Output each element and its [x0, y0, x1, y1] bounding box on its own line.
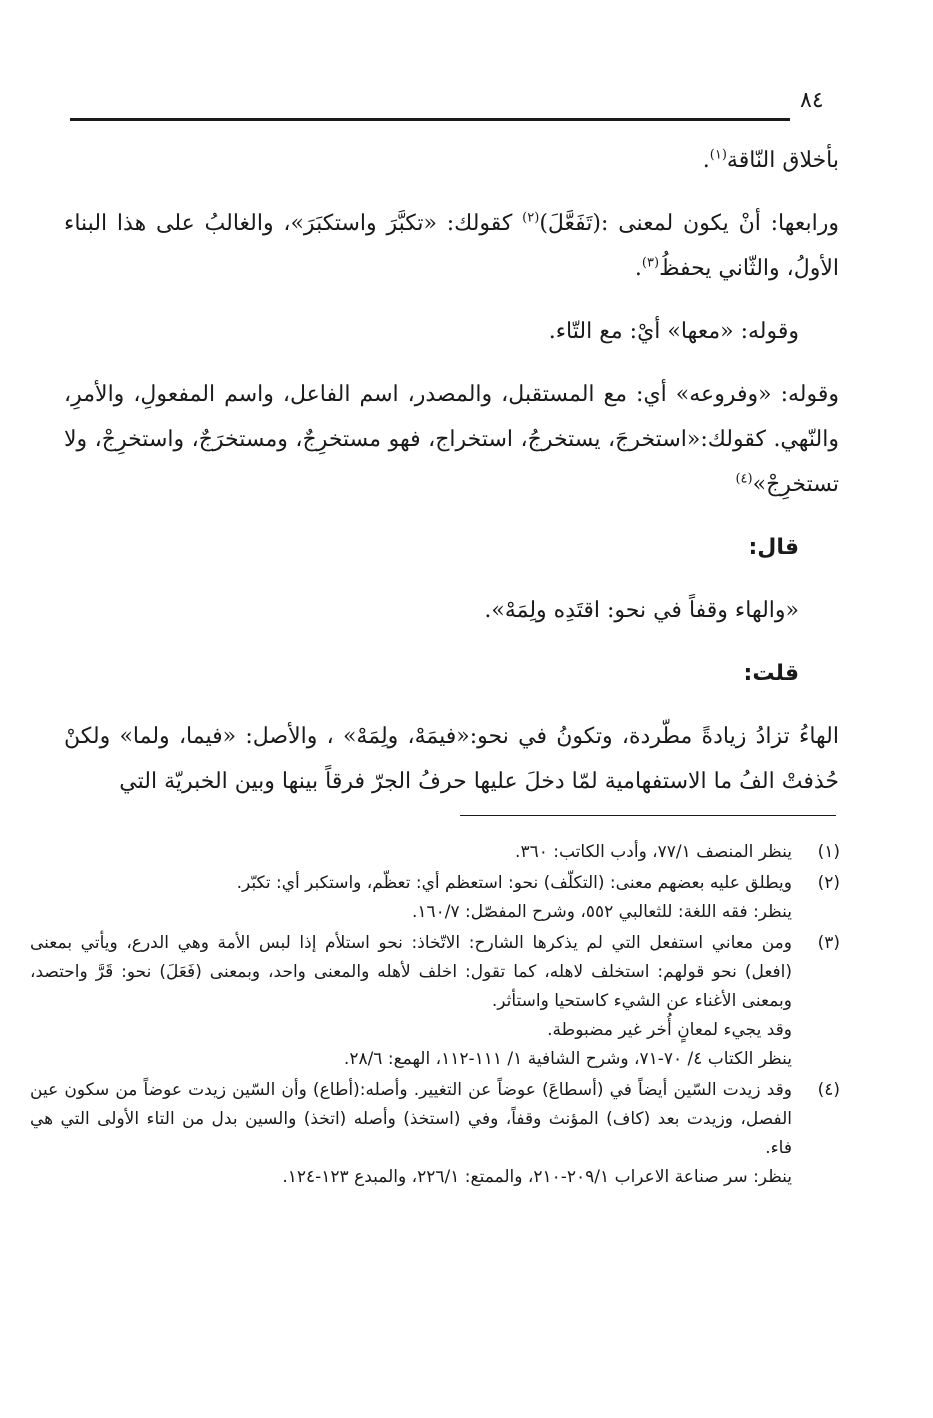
- footnote-line: ينظر المنصف ٧٧/١، وأدب الكاتب: ٣٦٠.: [515, 842, 792, 862]
- heading-qultu: قلت:: [743, 661, 799, 686]
- footnote-ref-2: (٢): [522, 210, 540, 226]
- footnote-line: ينظر: فقه اللغة: للثعالبي ٥٥٢، وشرح المفصّل: ١٦٠/٧.: [411, 902, 792, 922]
- footnote-line: ينظر الكتاب ٤/ ٧٠-٧١، وشرح الشافية ١/ ١١١-١١٢، الهمع: ٢٨/٦.: [343, 1049, 792, 1069]
- footnote-number: (٤): [817, 1080, 840, 1100]
- paragraph-6: الهاءُ تزادُ زيادةً مطّردة، وتكونُ في نحو:«فيمَهْ، ولِمَهْ» ، والأصل: «فيما، ولما» ولكنْ حُذفتْ الفُ ما الاستفهامية لمّا دخلَ عليها حرفُ الجرّ فرقاً بينها وبين الخبريّة التي: [64, 724, 839, 794]
- footnote-1: [30, 838, 840, 867]
- footnote-2: [30, 869, 840, 927]
- heading-qal: قال:: [748, 535, 799, 560]
- paragraph-3: وقوله: «معها» أيْ: مع التّاء.: [548, 319, 799, 344]
- footnote-3: [30, 929, 840, 1074]
- main-text: [64, 138, 839, 810]
- paragraph-5: «والهاء وقفاً في نحو: اقتَدِه ولِمَهْ».: [484, 598, 799, 623]
- footnote-line: وقد يجيء لمعانٍ أُخر غير مضبوطة.: [547, 1020, 792, 1040]
- footnote-line: ويطلق عليه بعضهم معنى: (التكلّف) نحو: استعظم أي: تعظّم، واستكبر أي: تكبّر.: [236, 873, 792, 893]
- footnote-ref-3: (٣): [641, 255, 660, 271]
- footnote-rule: [460, 815, 836, 816]
- paragraph-2: ورابعها: أنْ يكون لمعنى :(تَفَعَّلَ)$^{(٢)}$ كقولك: «تكبَّرَ واستكبَرَ»، والغالبُ على هذا البناء الأولُ، والثّاني يحفظُ$^{(٣)}$.: [64, 210, 839, 281]
- footnote-line: ينظر: سر صناعة الاعراب ٢٠٩/١-٢١٠، والممتع: ٢٢٦/١، والمبدع ١٢٣-١٢٤.: [282, 1167, 792, 1187]
- footnote-number: (٣): [817, 933, 840, 953]
- paragraph-4: وقوله: «وفروعه» أي: مع المستقبل، والمصدر، اسم الفاعل، واسم المفعولِ، والأمرِ، والنّهي. كقولك:«استخرجَ، يستخرجُ، استخراج، فهو مستخرِجٌ، ومستخرَجٌ، واستخرِجْ، ولا تستخرِجْ»$^{(٤)}$: [64, 382, 839, 497]
- footnote-ref-1: (١): [709, 147, 727, 163]
- footnote-number: (٢): [817, 873, 840, 893]
- footnote-ref-4: (٤): [735, 471, 753, 487]
- footnote-line: وقد زيدت السّين أيضاً في (أسطاعَ) عوضاً عن التغيير. وأصله:(أطاع) وأن السّين زيدت عوضاً من سكون عين الفصل، وزيدت بعد (كاف) المؤنث وقفاً، وفي (استخذ) وأصله (اتخذ) والسين بدل من التاء الأولى التي هي فاء.: [30, 1080, 792, 1158]
- header-rule: [70, 118, 790, 121]
- footnote-number: (١): [817, 842, 840, 862]
- page-number: ٨٤: [800, 88, 824, 113]
- footnote-4: [30, 1076, 840, 1192]
- paragraph-1: بأخلاق النّاقة$^{(١)}$.: [702, 147, 839, 173]
- footnote-line: ومن معاني استفعل التي لم يذكرها الشارح: الاتّخاذ: نحو استلأم إذا لبس الأمة وهي الدرع، ويأتي بمعنى (افعل) نحو قولهم: استخلف لاهله، كما تقول: اخلف لأهله والمعنى واحد، وبمعنى (فَعَلَ) نحو: قَرَّ واحتصد، وبمعنى الأغناء عن الشيء كاستحيا واستأثر.: [30, 933, 792, 1011]
- footnotes: [30, 838, 840, 1194]
